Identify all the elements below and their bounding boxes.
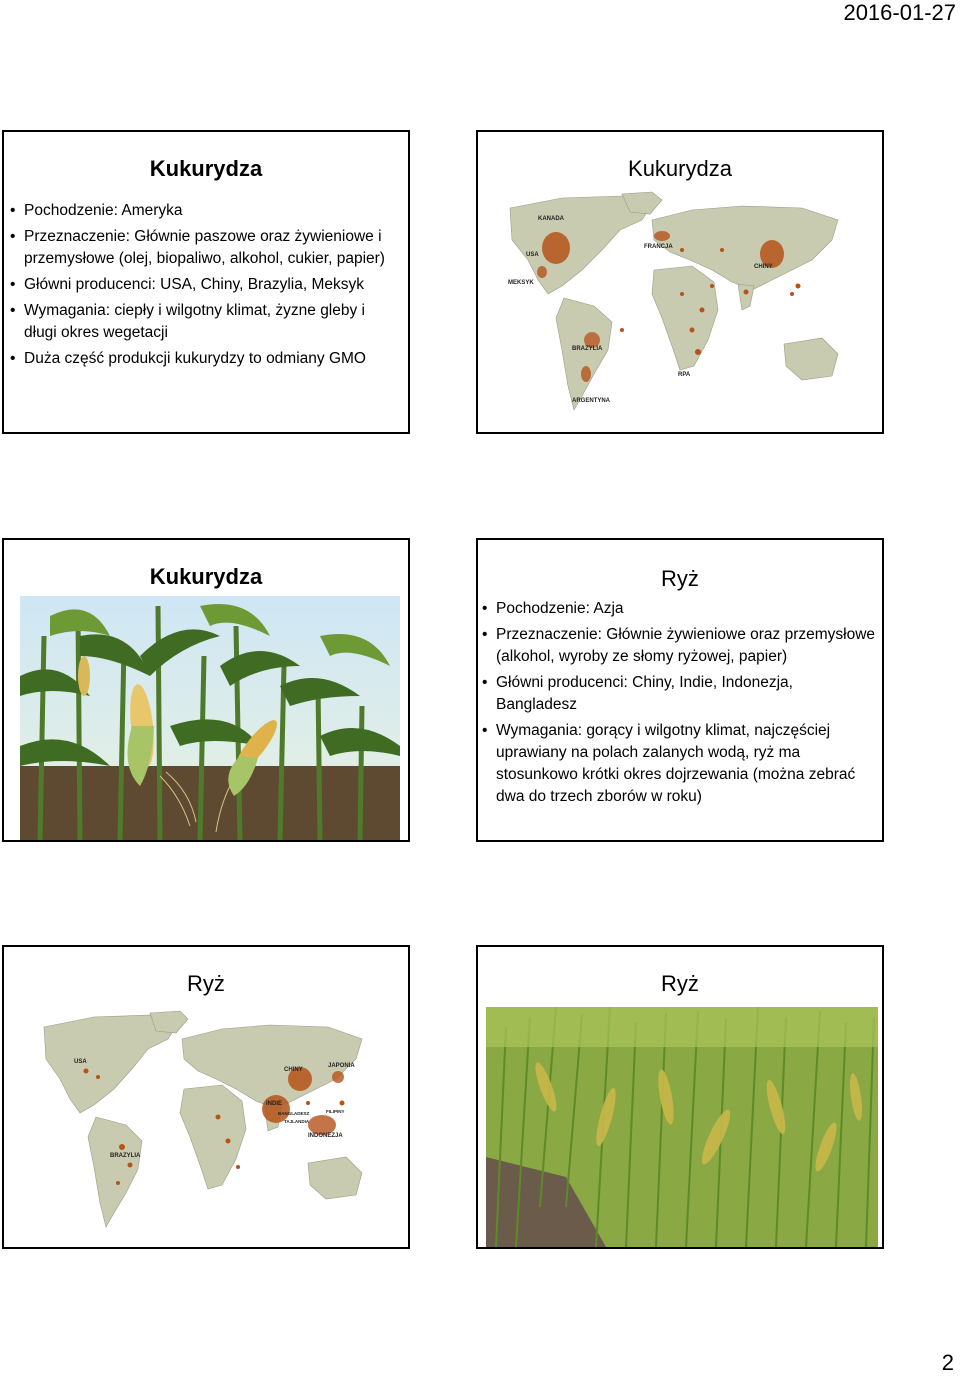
map-label: BANGLADESZ (278, 1111, 310, 1116)
page-date: 2016-01-27 (843, 0, 956, 25)
corn-world-map (502, 190, 858, 432)
map-label: BRAZYLIA (572, 346, 603, 352)
bullet-item: • Duża część produkcji kukurydzy to odmiany GMO (10, 348, 400, 370)
map-label: TAJLANDIA (284, 1119, 310, 1124)
map-label: USA (526, 252, 539, 258)
bullet-item: • Wymagania: ciepły i wilgotny klimat, żyzne gleby i długi okres wegetacji (10, 300, 400, 344)
slide-title: Kukurydza (149, 156, 263, 181)
map-label: FRANCJA (644, 244, 673, 250)
bullet-item: • Przeznaczenie: Głównie żywieniowe oraz przemysłowe (alkohol, wyroby ze słomy ryżowej, papier) (482, 624, 876, 668)
slide-kukurydza-photo (2, 538, 410, 842)
map-label: INDONEZJA (308, 1133, 343, 1139)
page-number: 2 (941, 1350, 954, 1375)
slide-title: Ryż (661, 566, 699, 591)
bullet-item: • Pochodzenie: Ameryka (10, 200, 400, 222)
slide-title: Ryż (187, 971, 225, 996)
map-label: CHINY (754, 264, 773, 270)
slide-ryz-text (476, 538, 884, 842)
map-label: INDIE (266, 1101, 283, 1107)
map-label: MEKSYK (508, 280, 534, 286)
slide-ryz-map (2, 945, 410, 1249)
corn-field-photo (20, 596, 400, 840)
slide-title: Kukurydza (628, 156, 732, 181)
slide-kukurydza-text (2, 130, 410, 434)
bullet-list (10, 200, 400, 374)
bullet-list (482, 598, 876, 812)
slide-kukurydza-map (476, 130, 884, 434)
bullet-item: • Wymagania: gorący i wilgotny klimat, najczęściej uprawiany na polach zalanych wodą, ryż ma stosunkowo krótki okres dojrzewania (można zebrać dwa do trzech zborów w roku) (482, 720, 876, 808)
map-label: BRAZYLIA (110, 1153, 141, 1159)
slide-title: Ryż (661, 971, 699, 996)
bullet-item: • Przeznaczenie: Głównie paszowe oraz żywieniowe i przemysłowe (olej, biopaliwo, alkohol, cukier, papier) (10, 226, 400, 270)
bullet-item: • Pochodzenie: Azja (482, 598, 876, 620)
map-label: FILIPINY (326, 1109, 345, 1114)
map-label: RPA (678, 372, 691, 378)
slide-title: Kukurydza (149, 564, 263, 589)
map-label: ARGENTYNA (572, 398, 611, 404)
slide-ryz-photo (476, 945, 884, 1249)
map-label: USA (74, 1059, 87, 1065)
rice-field-photo (486, 1007, 878, 1247)
bullet-item: • Główni producenci: Chiny, Indie, Indonezja, Bangladesz (482, 672, 876, 716)
map-label: CHINY (284, 1067, 303, 1073)
rice-world-map (38, 1007, 378, 1243)
map-label: KANADA (538, 216, 564, 222)
map-label: JAPONIA (328, 1063, 355, 1069)
bullet-item: • Główni producenci: USA, Chiny, Brazylia, Meksyk (10, 274, 400, 296)
